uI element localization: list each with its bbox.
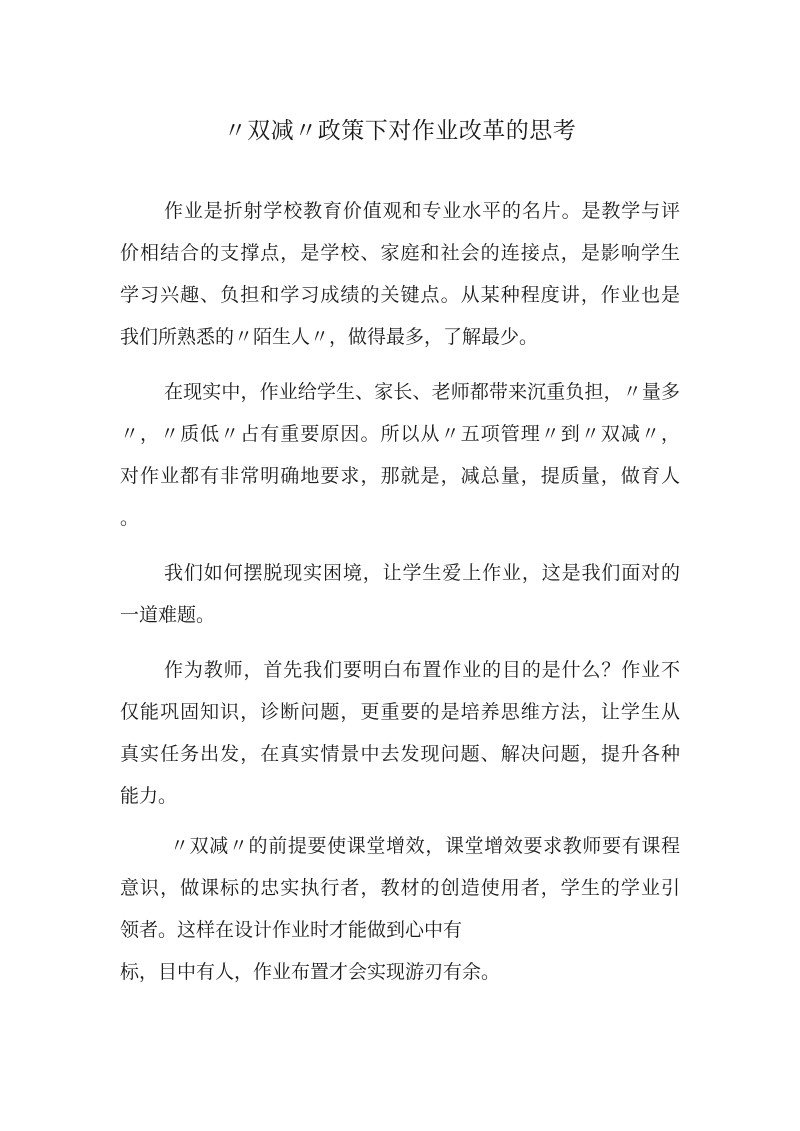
document-title: 〃双减〃政策下对作业改革的思考: [223, 118, 577, 144]
paragraph-3-line-1: 我们如何摆脱现实困境，让学生爱上作业，这是我们面对的: [164, 562, 680, 584]
paragraph-1-line-2: 价相结合的支撑点，是学校、家庭和社会的连接点，是影响学生: [120, 242, 680, 264]
paragraph-2-line-1: 在现实中，作业给学生、家长、老师都带来沉重负担，〃量多: [164, 381, 680, 403]
paragraph-4-line-3: 真实任务出发，在真实情景中去发现问题、解决问题，提升各种: [120, 743, 680, 765]
paragraph-2-line-3: 对作业都有非常明确地要求，那就是，减总量，提质量，做育人: [120, 465, 680, 487]
paragraph-1-line-1: 作业是折射学校教育价值观和专业水平的名片。是教学与评: [164, 200, 680, 222]
paragraph-5-line-4: 标，目中有人，作业布置才会实现游刃有余。: [120, 961, 501, 983]
paragraph-2-line-4: 。: [120, 507, 140, 529]
paragraph-4-line-2: 仅能巩固知识，诊断问题，更重要的是培养思维方法，让学生从: [120, 701, 680, 723]
paragraph-1-line-4: 我们所熟悉的〃陌生人〃，做得最多，了解最少。: [120, 326, 539, 348]
paragraph-4-line-4: 能力。: [120, 785, 178, 807]
paragraph-4-line-1: 作为教师，首先我们要明白布置作业的目的是什么？作业不: [164, 659, 680, 681]
paragraph-5-line-2: 意识，做课标的忠实执行者，教材的创造使用者，学生的学业引: [120, 877, 680, 899]
paragraph-5-line-1: 〃双减〃的前提要使课堂增效，课堂增效要求教师要有课程: [170, 835, 680, 857]
paragraph-5-line-3: 领者。这样在设计作业时才能做到心中有: [120, 919, 463, 941]
paragraph-3-line-2: 一道难题。: [120, 604, 216, 626]
paragraph-2-line-2: 〃，〃质低〃占有重要原因。所以从〃五项管理〃到〃双减〃，: [120, 423, 680, 445]
paragraph-1-line-3: 学习兴趣、负担和学习成绩的关键点。从某种程度讲，作业也是: [120, 284, 680, 306]
